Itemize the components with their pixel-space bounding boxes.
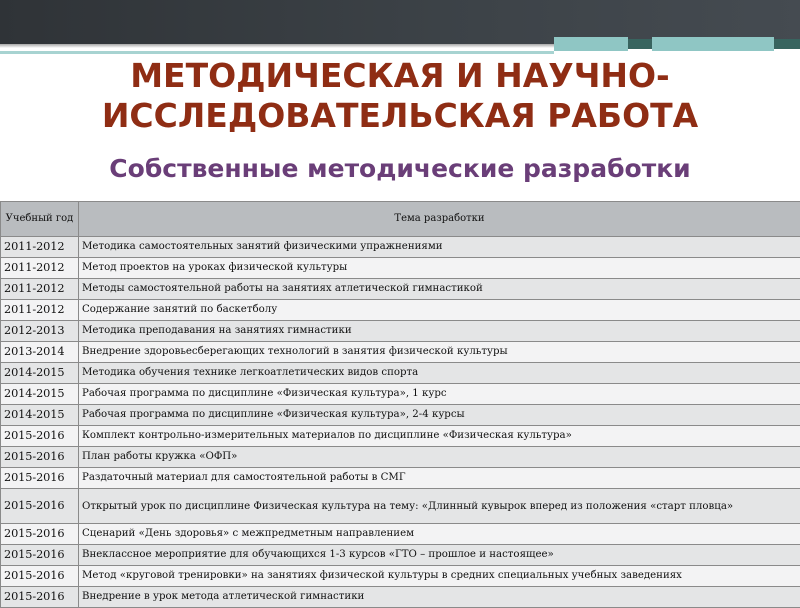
header-accent-dark <box>774 39 800 49</box>
header-accent-block <box>652 37 774 51</box>
slide-subtitle: Собственные методические разработки <box>0 153 800 185</box>
theme-cell: Метод проектов на уроках физической культуры <box>79 258 800 279</box>
table-row <box>1 566 800 587</box>
table-row <box>1 587 800 608</box>
table-row <box>1 363 800 384</box>
year-cell: 2015-2016 <box>1 426 79 447</box>
table-row <box>1 489 800 524</box>
theme-cell: Рабочая программа по дисциплине «Физическая культура», 2-4 курсы <box>79 405 800 426</box>
theme-cell: Содержание занятий по баскетболу <box>79 300 800 321</box>
table-row <box>1 447 800 468</box>
header-accent-line <box>0 51 554 54</box>
header-accent-dark <box>628 39 652 49</box>
theme-cell: Комплект контрольно-измерительных материалов по дисциплине «Физическая культура» <box>79 426 800 447</box>
theme-cell: Методика обучения технике легкоатлетических видов спорта <box>79 363 800 384</box>
column-header-theme: Тема разработки <box>79 202 800 237</box>
year-cell: 2014-2015 <box>1 363 79 384</box>
theme-cell: Сценарий «День здоровья» с межпредметным направлением <box>79 524 800 545</box>
methodical-works-table <box>0 201 800 608</box>
slide-title-line-2: ИССЛЕДОВАТЕЛЬСКАЯ РАБОТА <box>0 96 800 136</box>
table-row <box>1 258 800 279</box>
theme-cell: Методика преподавания на занятиях гимнастики <box>79 321 800 342</box>
year-cell: 2012-2013 <box>1 321 79 342</box>
theme-cell: Раздаточный материал для самостоятельной работы в СМГ <box>79 468 800 489</box>
theme-cell: Открытый урок по дисциплине Физическая культура на тему: «Длинный кувырок вперед из положения «старт пловца» <box>79 489 800 524</box>
table-row <box>1 279 800 300</box>
header-accent-block <box>554 37 628 51</box>
theme-cell: Методы самостоятельной работы на занятиях атлетической гимнастикой <box>79 279 800 300</box>
year-cell: 2015-2016 <box>1 524 79 545</box>
year-cell: 2015-2016 <box>1 447 79 468</box>
table-row <box>1 405 800 426</box>
theme-cell: Внедрение здоровьесберегающих технологий в занятия физической культуры <box>79 342 800 363</box>
year-cell: 2011-2012 <box>1 258 79 279</box>
theme-cell: Метод «круговой тренировки» на занятиях физической культуры в средних специальных учебных заведениях <box>79 566 800 587</box>
year-cell: 2011-2012 <box>1 237 79 258</box>
table-row <box>1 545 800 566</box>
table-row <box>1 300 800 321</box>
table-row <box>1 384 800 405</box>
table-row <box>1 237 800 258</box>
year-cell: 2015-2016 <box>1 468 79 489</box>
table-row <box>1 342 800 363</box>
year-cell: 2015-2016 <box>1 489 79 524</box>
table-row <box>1 321 800 342</box>
column-header-year: Учебный год <box>1 202 79 237</box>
year-cell: 2015-2016 <box>1 587 79 608</box>
year-cell: 2015-2016 <box>1 545 79 566</box>
theme-cell: Внеклассное мероприятие для обучающихся 1-3 курсов «ГТО – прошлое и настоящее» <box>79 545 800 566</box>
theme-cell: Методика самостоятельных занятий физическими упражнениями <box>79 237 800 258</box>
year-cell: 2011-2012 <box>1 300 79 321</box>
table-header-row <box>1 202 800 237</box>
year-cell: 2015-2016 <box>1 566 79 587</box>
table-row <box>1 468 800 489</box>
table-row <box>1 524 800 545</box>
theme-cell: Рабочая программа по дисциплине «Физическая культура», 1 курс <box>79 384 800 405</box>
year-cell: 2013-2014 <box>1 342 79 363</box>
theme-cell: Внедрение в урок метода атлетической гимнастики <box>79 587 800 608</box>
year-cell: 2014-2015 <box>1 405 79 426</box>
table-row <box>1 426 800 447</box>
year-cell: 2011-2012 <box>1 279 79 300</box>
slide-title <box>0 56 800 136</box>
slide-title-line-1: МЕТОДИЧЕСКАЯ И НАУЧНО- <box>0 56 800 96</box>
year-cell: 2014-2015 <box>1 384 79 405</box>
theme-cell: План работы кружка «ОФП» <box>79 447 800 468</box>
